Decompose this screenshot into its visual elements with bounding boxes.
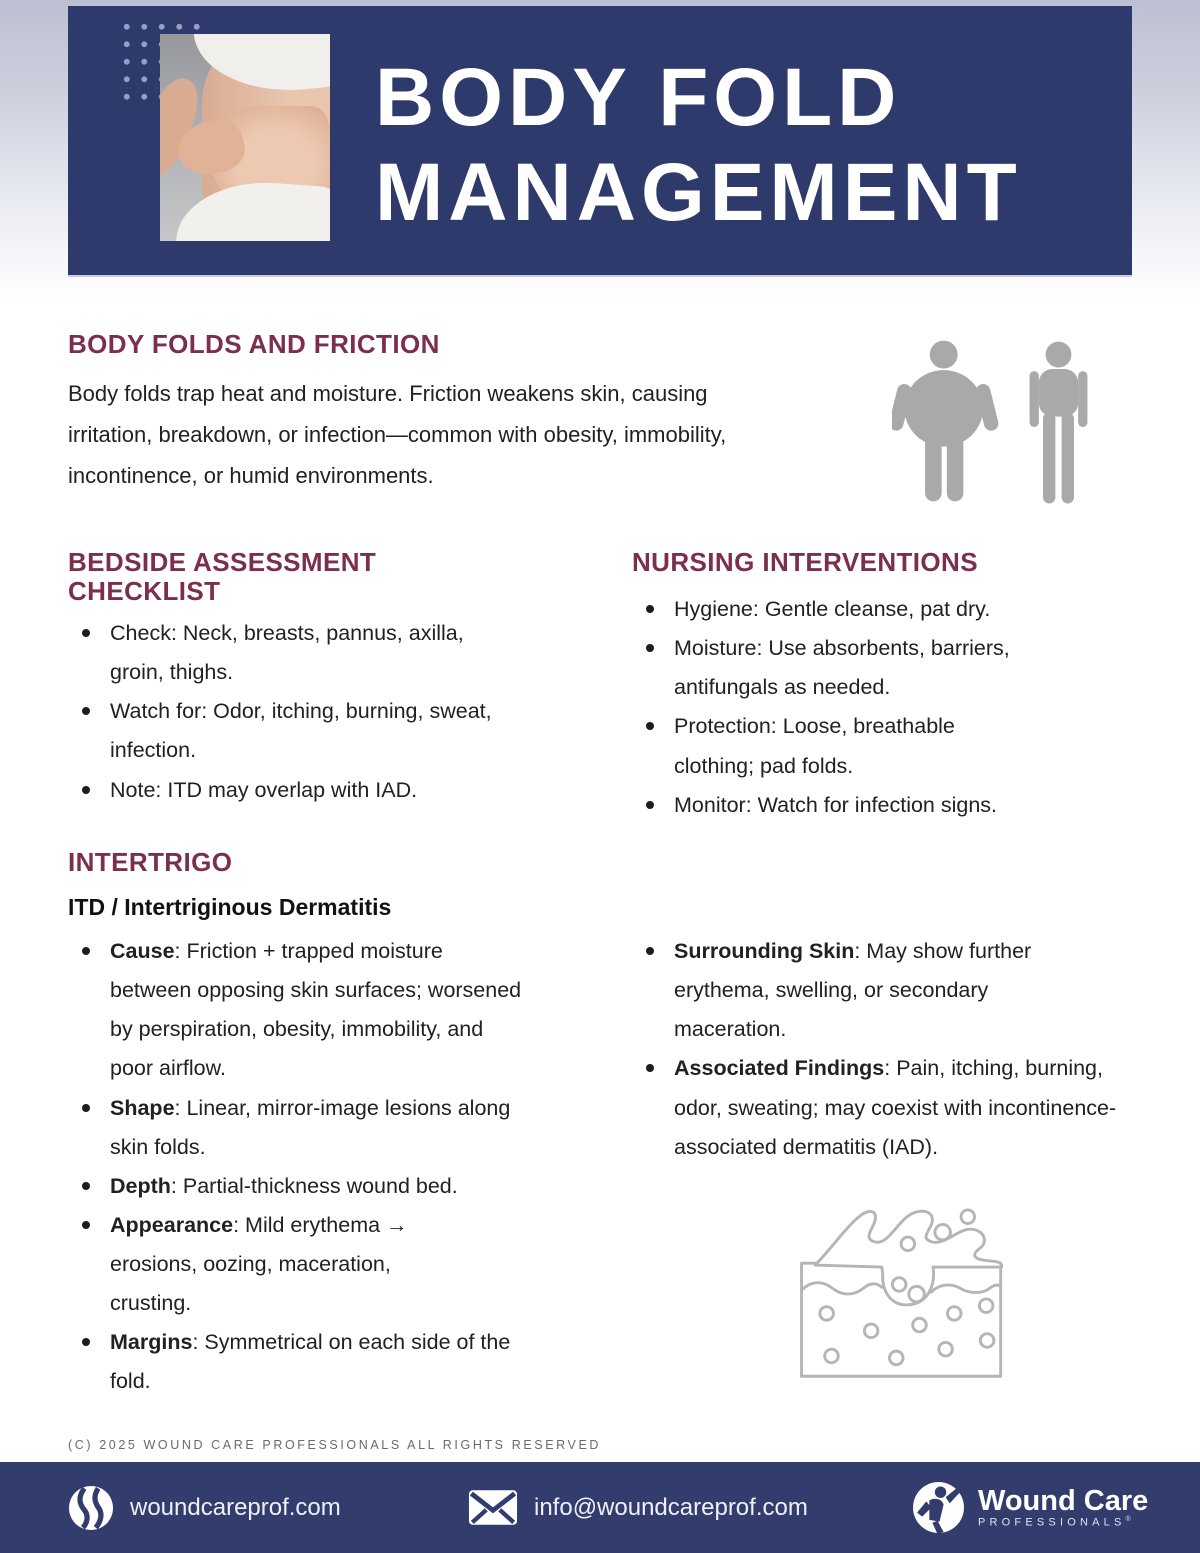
- list-item: Check: Neck, breasts, pannus, axilla, groin, thighs.: [68, 614, 523, 692]
- list-item: [632, 932, 1064, 1049]
- brand-logo-text: [978, 1486, 1148, 1529]
- interventions-list: [632, 590, 1152, 825]
- friction-section-heading: BODY FOLDS AND FRICTION: [68, 329, 440, 359]
- intertrigo-right-list: [632, 932, 1172, 1167]
- list-term: Margins: [110, 1330, 193, 1355]
- list-term: Depth: [110, 1173, 171, 1198]
- list-item: [68, 1089, 530, 1167]
- friction-paragraph: Body folds trap heat and moisture. Friction weakens skin, causing irritation, breakdown, or infection—common with obesity, immobility, incontinence, or humid environments.: [68, 381, 727, 488]
- list-term: Surrounding Skin: [674, 939, 855, 963]
- brand-name: Wound Care: [978, 1484, 1149, 1517]
- footer-bar: [0, 1462, 1200, 1553]
- list-term: Shape: [110, 1095, 175, 1120]
- body-fold-photo: [160, 34, 330, 241]
- list-item: Protection: Loose, breathable clothing; pad folds.: [632, 707, 1024, 785]
- intertrigo-left-list: [68, 932, 588, 1402]
- website-link[interactable]: woundcareprof.com: [130, 1493, 341, 1521]
- list-term: Cause: [110, 939, 175, 963]
- envelope-icon: [468, 1489, 518, 1526]
- list-text: : Linear, mirror-image lesions along skin folds.: [110, 1095, 511, 1159]
- brand-logo: [912, 1462, 1148, 1553]
- list-term: Appearance: [110, 1212, 234, 1237]
- page-title-line2: MANAGEMENT: [375, 147, 1022, 239]
- list-text: : Friction + trapped moisture between opposing skin surfaces; worsened by perspiration, obesity, immobility, and poor airflow.: [110, 939, 522, 1081]
- list-term: Associated Findings: [674, 1056, 885, 1081]
- list-item: [68, 1167, 588, 1206]
- footer-email: [468, 1462, 808, 1553]
- list-item: Moisture: Use absorbents, barriers, antifungals as needed.: [632, 629, 1092, 707]
- person-comparison-icon: [892, 332, 1104, 524]
- list-item: [68, 1323, 533, 1401]
- list-item: Hygiene: Gentle cleanse, pat dry.: [632, 590, 1092, 629]
- list-item: Note: ITD may overlap with IAD.: [68, 771, 523, 810]
- list-item: [68, 1206, 460, 1323]
- copyright-text: (C) 2025 WOUND CARE PROFESSIONALS ALL RIGHTS RESERVED: [68, 1438, 602, 1452]
- obese-and-slim-person-icons: [892, 332, 1104, 529]
- page-title: [375, 50, 1022, 240]
- list-item: Watch for: Odor, itching, burning, sweat, infection.: [68, 692, 523, 770]
- list-item: [632, 1049, 1156, 1166]
- page-title-line1: BODY FOLD: [375, 52, 902, 143]
- brand-subtitle-text: PROFESSIONALS: [978, 1517, 1126, 1530]
- intertrigo-subtitle: ITD / Intertriginous Dermatitis: [68, 894, 392, 920]
- checklist-list: [68, 614, 538, 810]
- irritated-skin-cross-section-icon: [788, 1178, 1020, 1391]
- list-text: : Partial-thickness wound bed.: [170, 1173, 458, 1198]
- checklist-section-heading: BEDSIDE ASSESSMENT CHECKLIST: [68, 547, 377, 607]
- photo-underwear: [176, 177, 330, 241]
- list-item: Monitor: Watch for infection signs.: [632, 786, 1092, 825]
- brand-trademark: ®: [1125, 1516, 1131, 1524]
- footer-website: [68, 1462, 341, 1553]
- wound-care-professionals-logo-icon: [912, 1481, 965, 1534]
- header-banner: [68, 6, 1132, 277]
- list-text: : Symmetrical on each side of the fold.: [110, 1330, 511, 1394]
- list-text: : May show further erythema, swelling, or secondary maceration.: [674, 939, 1032, 1042]
- intertrigo-section-heading: INTERTRIGO: [68, 847, 233, 877]
- list-item: [68, 932, 530, 1089]
- brand-subtitle: [978, 1516, 1148, 1529]
- list-text: : Pain, itching, burning, odor, sweating; may coexist with incontinence-associated dermatitis (IAD).: [674, 1056, 1117, 1159]
- interventions-section-heading: NURSING INTERVENTIONS: [632, 547, 978, 577]
- globe-icon: [68, 1485, 114, 1531]
- email-link[interactable]: info@woundcareprof.com: [534, 1493, 808, 1521]
- list-text: : Mild erythema → erosions, oozing, maceration, crusting.: [110, 1212, 408, 1316]
